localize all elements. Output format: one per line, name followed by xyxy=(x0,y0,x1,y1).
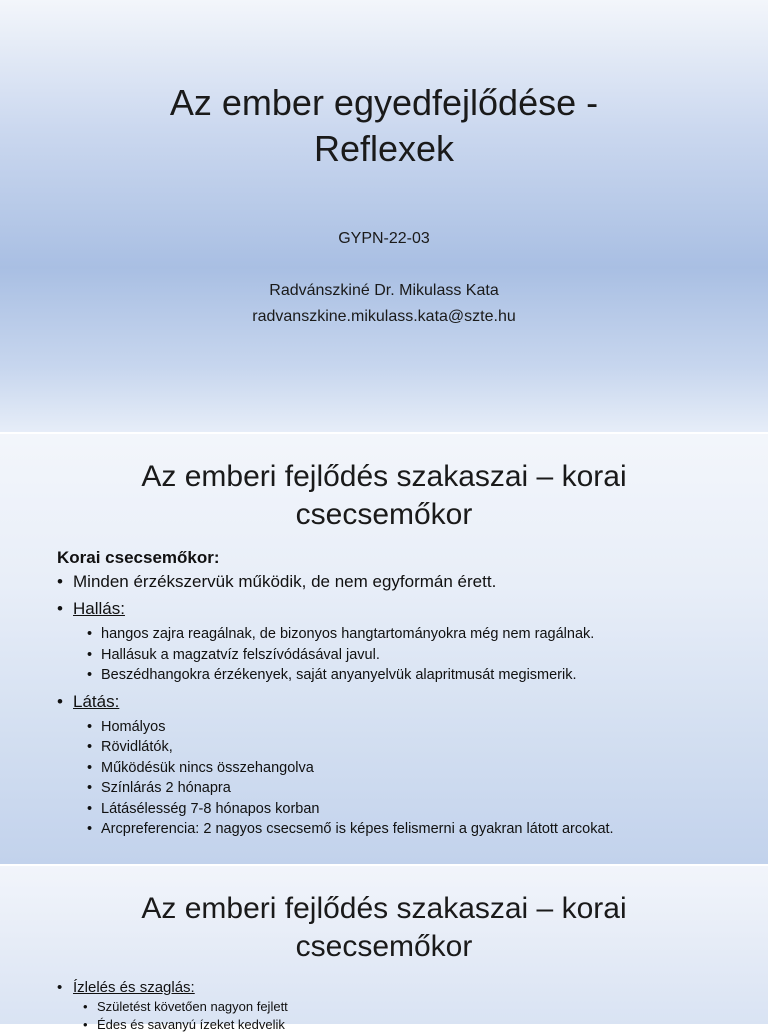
author-name: Radvánszkiné Dr. Mikulass Kata xyxy=(269,282,499,299)
izleles-sublist xyxy=(57,998,747,1034)
list-item: • Látásélesség 7-8 hónapos korban xyxy=(87,799,747,820)
list-item: • hangos zajra reagálnak, de bizonyos hangtartományokra még nem ragálnak. xyxy=(87,624,747,645)
list-item: • Beszédhangokra érzékenyek, saját anyanyelvük alapritmusát megismerik. xyxy=(87,665,747,686)
list-item-hallas xyxy=(57,597,747,621)
slide-title xyxy=(0,890,768,966)
slide-title xyxy=(0,458,768,534)
title-line-2: Reflexek xyxy=(313,128,455,169)
title-line-1: Az emberi fejlődés szakaszai – korai xyxy=(141,460,627,493)
hallas-label: Hallás: xyxy=(73,599,125,618)
title-line-1: Az ember egyedfejlődése - xyxy=(169,82,599,123)
hallas-sublist xyxy=(57,624,747,686)
latas-sublist xyxy=(57,717,747,840)
list-item: • Homályos xyxy=(87,717,747,738)
list-item: • Születést követően nagyon fejlett xyxy=(83,998,747,1016)
list-item-izleles xyxy=(57,978,747,998)
slide-body xyxy=(57,978,747,1034)
title-line-2: csecsemőkor xyxy=(295,930,473,963)
list-item: • Rövidlátók, xyxy=(87,737,747,758)
content-slide-2 xyxy=(0,434,768,864)
bullet-list xyxy=(57,570,747,621)
list-item: • Édes és savanyú ízeket kedvelik xyxy=(83,1016,747,1034)
list-item: • Működésük nincs összehangolva xyxy=(87,758,747,779)
list-item-latas xyxy=(57,690,747,714)
latas-label: Látás: xyxy=(73,691,120,711)
list-item: • Színlárás 2 hónapra xyxy=(87,778,747,799)
slide-title xyxy=(0,80,768,172)
bullet-list xyxy=(57,690,747,714)
section-heading: Korai csecsemőkor: xyxy=(57,548,220,567)
title-slide xyxy=(0,0,768,432)
content-slide-3 xyxy=(0,866,768,1032)
course-code: GYPN-22-03 xyxy=(338,230,430,247)
list-item: • Hallásuk a magzatvíz felszívódásával javul. xyxy=(87,645,747,666)
list-item: • Arcpreferencia: 2 nagyos csecsemő is képes felismerni a gyakran látott arcokat. xyxy=(87,819,747,840)
title-line-1: Az emberi fejlődés szakaszai – korai xyxy=(141,892,627,925)
slide-body xyxy=(57,546,747,844)
izleles-label: Ízlelés és szaglás: xyxy=(73,979,195,996)
bullet-list xyxy=(57,978,747,998)
list-item: • Minden érzékszervük működik, de nem egyformán érett. xyxy=(57,570,747,594)
title-line-2: csecsemőkor xyxy=(295,498,473,531)
author-email: radvanszkine.mikulass.kata@szte.hu xyxy=(252,308,516,325)
